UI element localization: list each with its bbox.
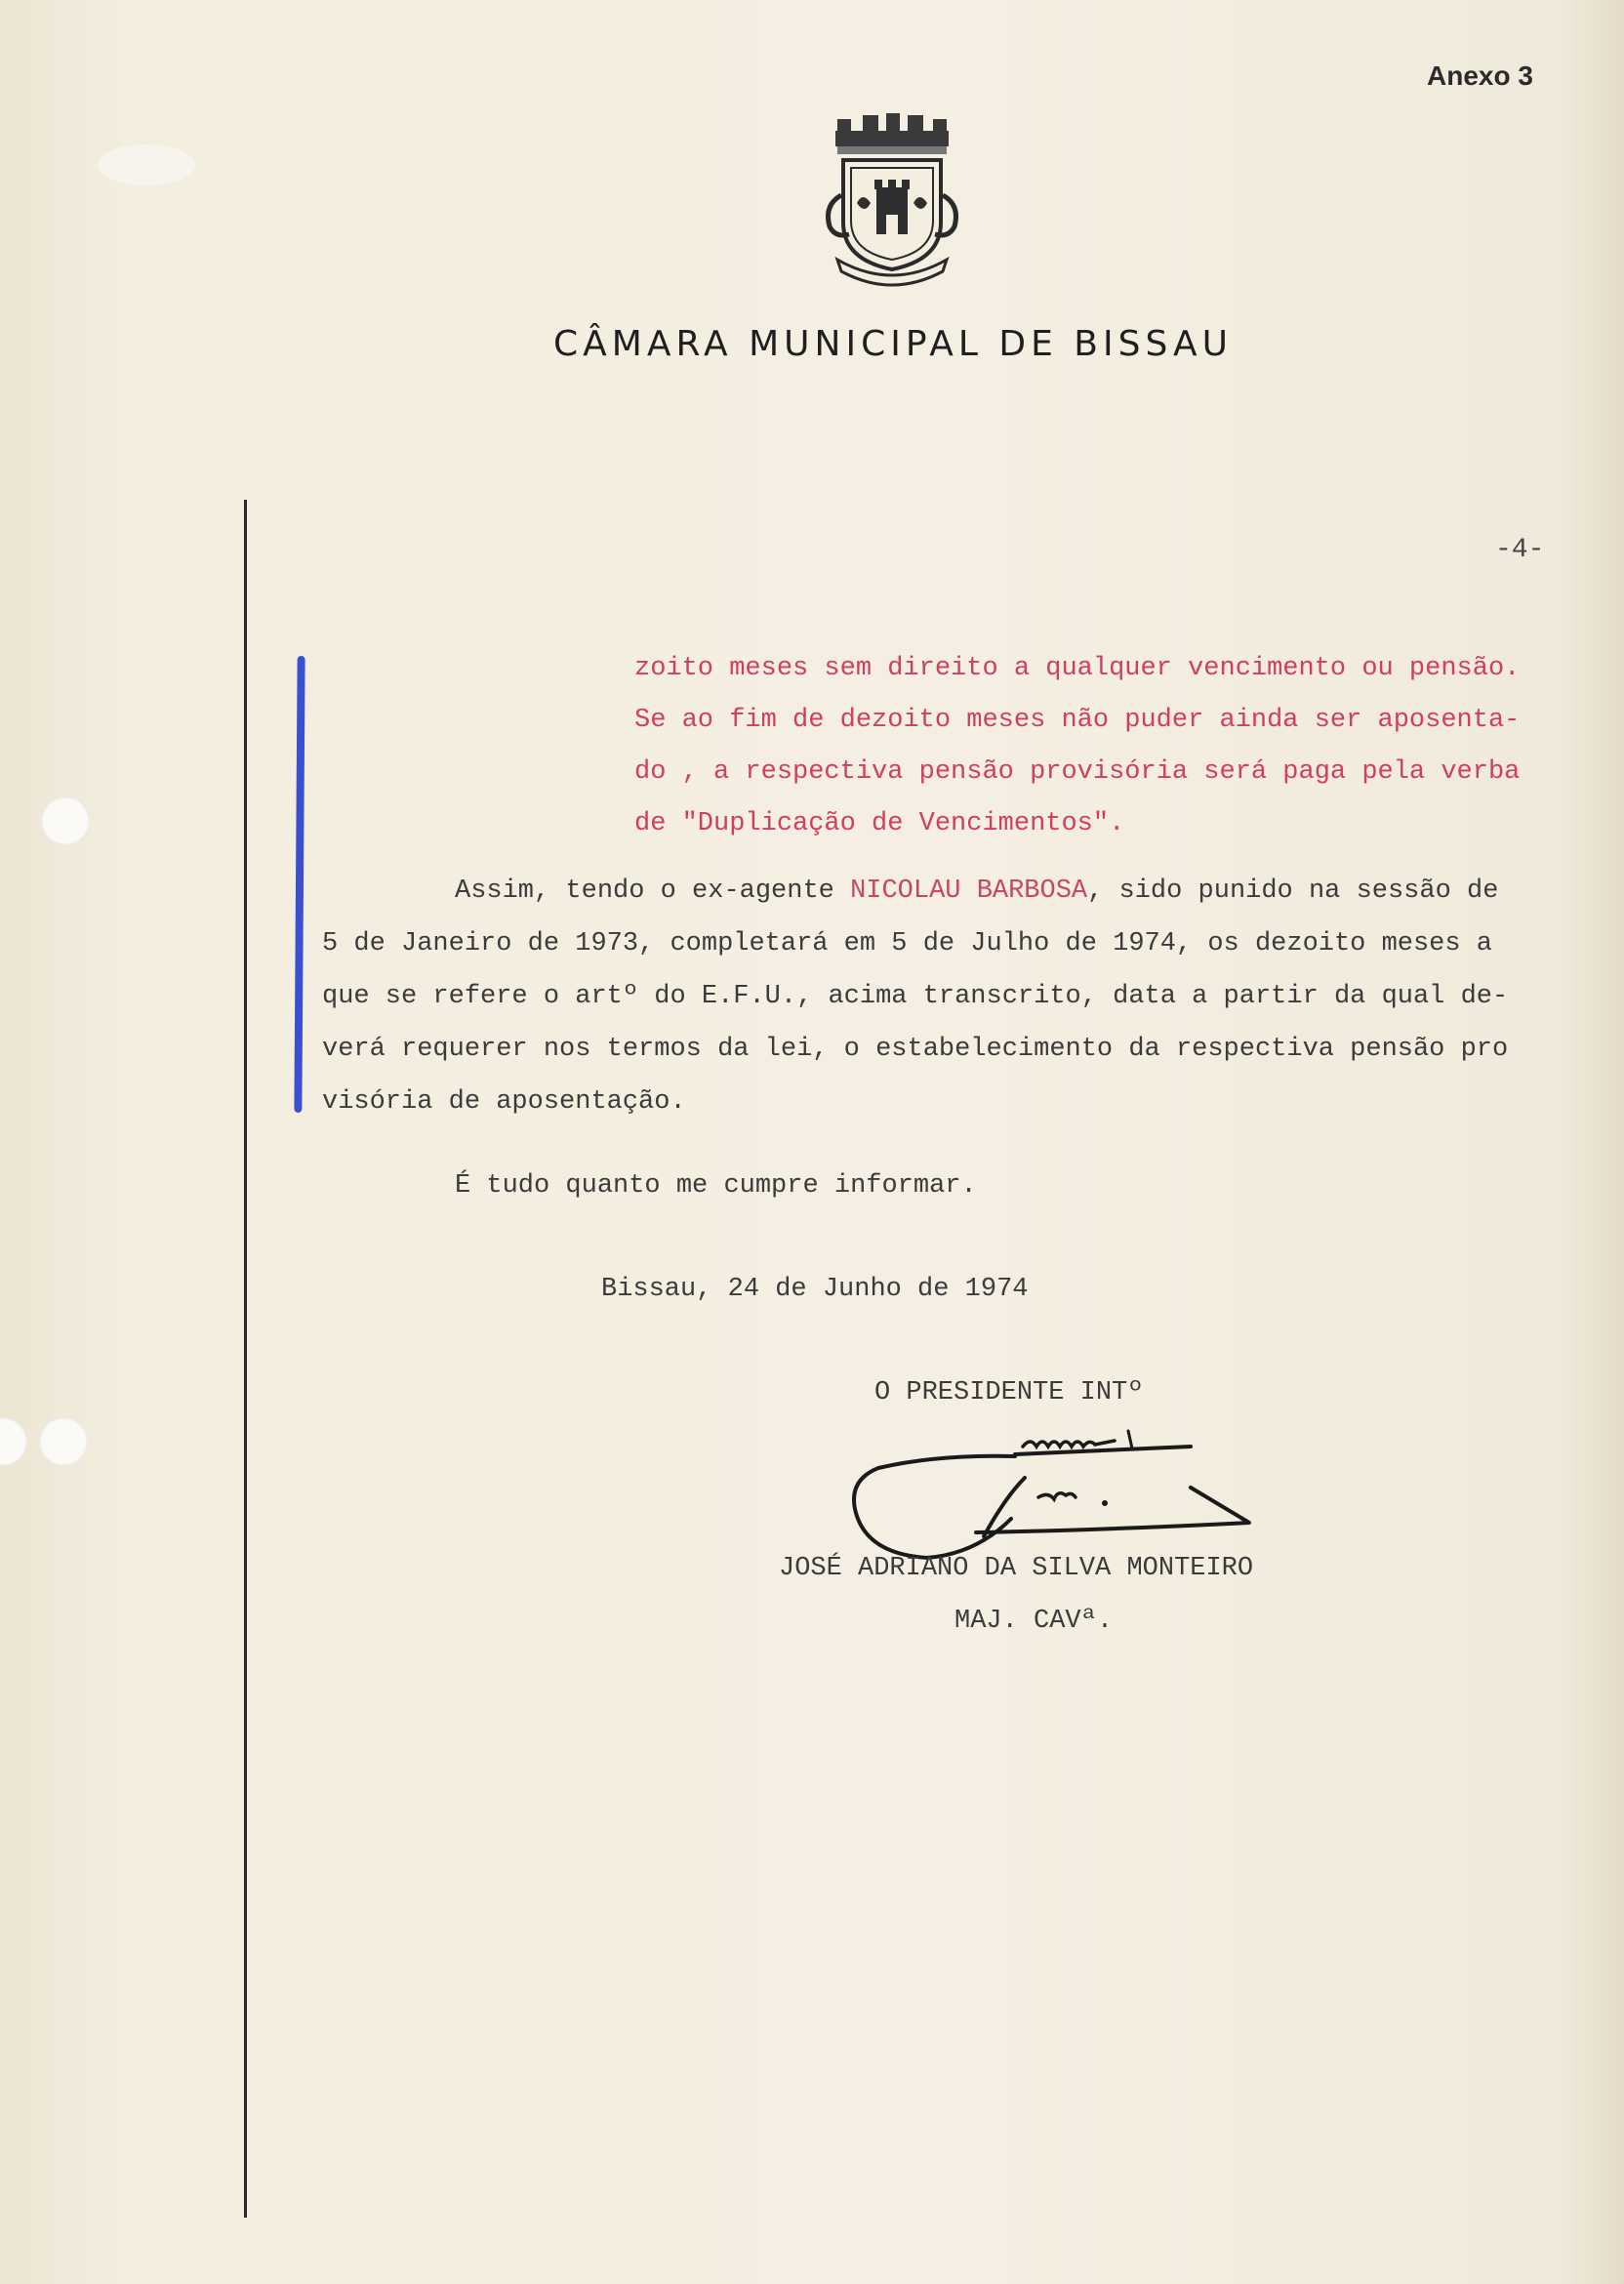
paragraph-intro-end: , sido punido na sessão de xyxy=(1087,877,1499,906)
annex-label: Anexo 3 xyxy=(1427,61,1533,91)
continuation-line: zoito meses sem direito a qualquer vencimento ou pensão. xyxy=(634,654,1521,683)
punch-hole-top xyxy=(41,796,90,845)
signatory-title: O PRESIDENTE INTº xyxy=(874,1378,1144,1407)
paragraph-line: visória de aposentação. xyxy=(322,1087,686,1117)
paragraph-line: que se refere o artº do E.F.U., acima transcrito, data a partir da qual de- xyxy=(322,982,1509,1011)
municipal-coat-of-arms-icon xyxy=(808,113,976,287)
signatory-name: JOSÉ ADRIANO DA SILVA MONTEIRO xyxy=(779,1554,1254,1583)
agent-name: NICOLAU BARBOSA xyxy=(850,877,1088,906)
organization-name: CÂMARA MUNICIPAL DE BISSAU xyxy=(553,324,1233,364)
paragraph-first-line xyxy=(455,877,1498,906)
signatory-rank: MAJ. CAVª. xyxy=(954,1607,1114,1636)
blue-pencil-mark xyxy=(294,656,304,1113)
punch-hole-middle-left xyxy=(0,1417,27,1466)
continuation-line: do , a respectiva pensão provisória será paga pela verba xyxy=(634,757,1521,787)
paper-tear xyxy=(98,144,195,185)
place-and-date: Bissau, 24 de Junho de 1974 xyxy=(601,1275,1029,1304)
continuation-line: de "Duplicação de Vencimentos". xyxy=(634,809,1125,838)
page-number: -4- xyxy=(1495,535,1545,565)
paragraph-line: 5 de Janeiro de 1973, completará em 5 de Julho de 1974, os dezoito meses a xyxy=(322,929,1492,958)
paragraph-line: verá requerer nos termos da lei, o estabelecimento da respectiva pensão pro xyxy=(322,1035,1509,1064)
continuation-line: Se ao fim de dezoito meses não puder ainda ser aposenta- xyxy=(634,706,1521,735)
punch-hole-middle-right xyxy=(39,1417,88,1466)
margin-rule xyxy=(244,500,247,2218)
closing-statement: É tudo quanto me cumpre informar. xyxy=(455,1171,977,1201)
paragraph-intro: Assim, tendo o ex-agente xyxy=(455,877,851,906)
